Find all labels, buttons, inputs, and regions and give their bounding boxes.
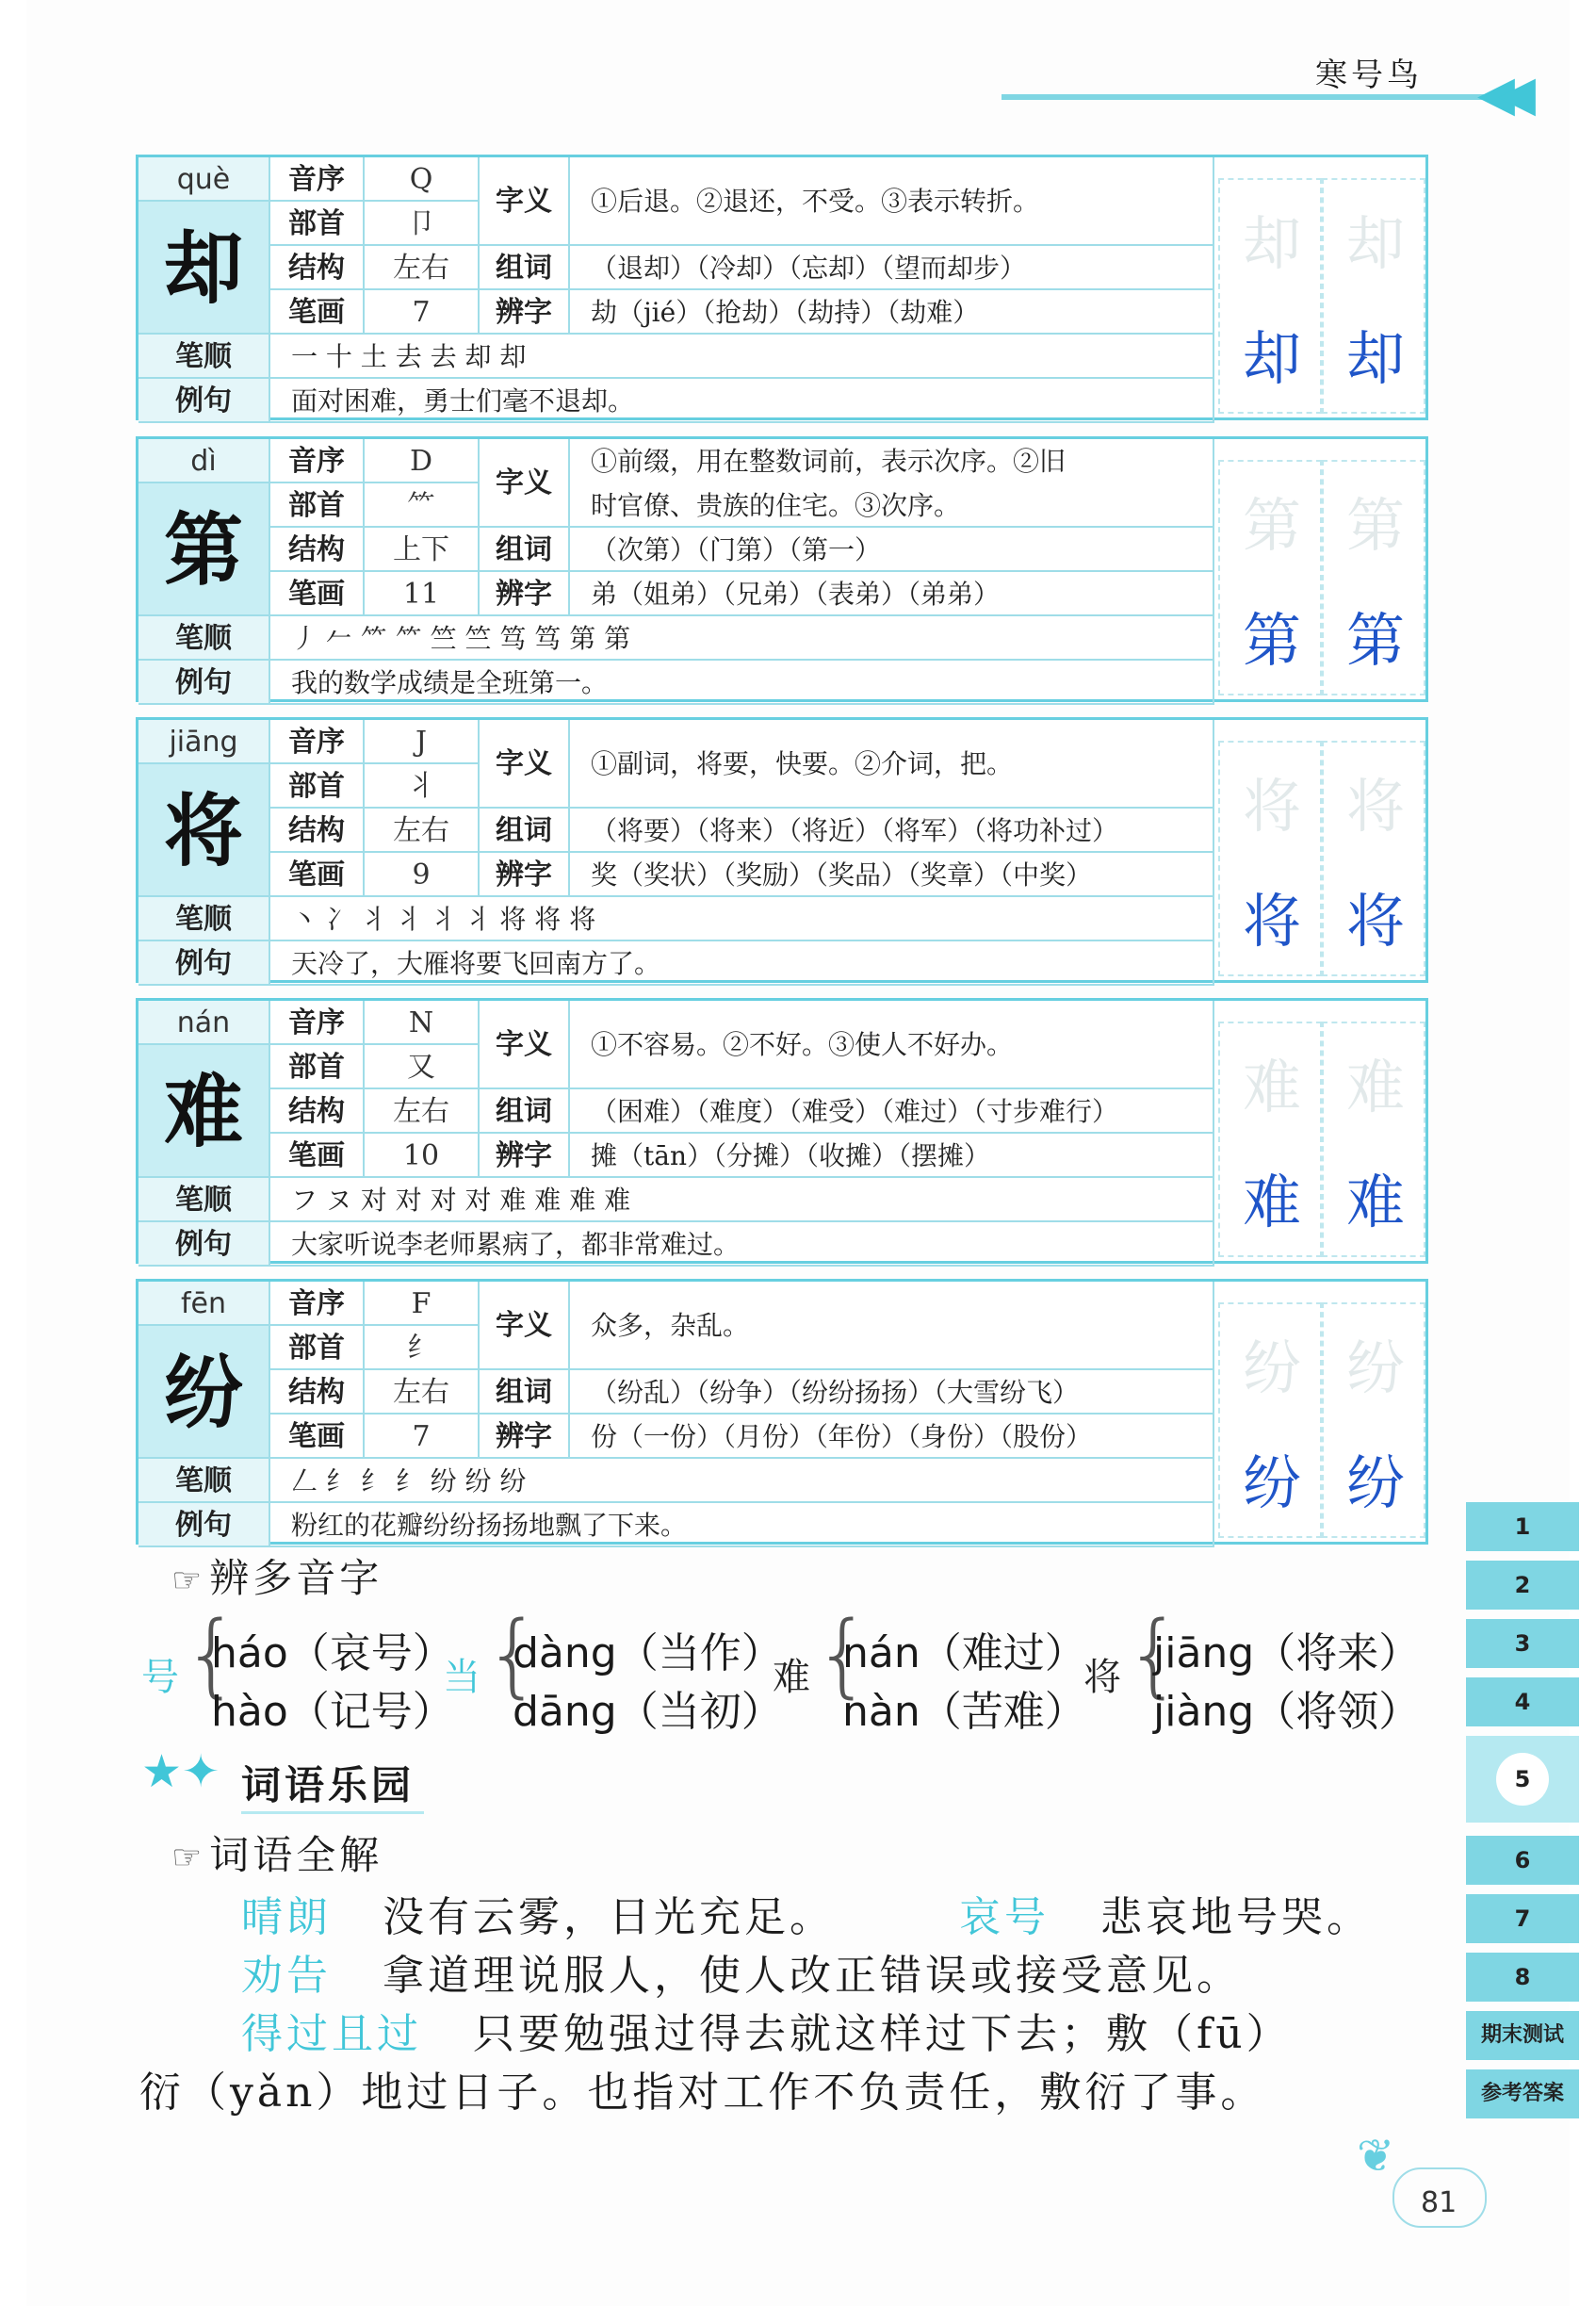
model-character: 第 bbox=[1242, 606, 1301, 675]
bihua-value: 7 bbox=[365, 1415, 480, 1459]
brace-symbol: { bbox=[183, 1602, 241, 1708]
label-yinxu: 音序 bbox=[270, 1282, 365, 1326]
label-zuci: 组词 bbox=[480, 1089, 570, 1134]
chapter-tab[interactable] bbox=[1466, 1894, 1579, 1943]
yinxu-value: D bbox=[365, 439, 480, 483]
label-yinxu: 音序 bbox=[270, 157, 365, 202]
big-character: 却 bbox=[138, 202, 270, 335]
label-bianzi: 辨字 bbox=[480, 290, 570, 335]
tracing-character: 第 bbox=[1345, 491, 1405, 560]
bishun-text: 丿 𠂉 ⺮ ⺮ 竺 竺 笃 笃 第 第 bbox=[270, 616, 1214, 661]
gloss-continuation: 衍（yǎn）地过日子。也指对工作不负责任，敷衍了事。 bbox=[139, 2069, 1266, 2117]
pinyin: dì bbox=[138, 439, 270, 483]
double-arrow-icon: ◀◀ bbox=[1477, 66, 1519, 123]
bushou-value: 纟 bbox=[365, 1326, 480, 1370]
zuci-text: （纷乱）（纷争）（纷纷扬扬）（大雪纷飞） bbox=[570, 1370, 1214, 1415]
pinyin: nán bbox=[138, 1001, 270, 1045]
polyphone-reading: jiāng（将来） bbox=[1153, 1629, 1421, 1677]
chapter-tab[interactable] bbox=[1466, 2069, 1579, 2118]
ziyi-text bbox=[570, 1282, 1214, 1370]
gloss-term: 哀号 bbox=[959, 1893, 1050, 1941]
tracing-character: 难 bbox=[1345, 1053, 1405, 1121]
polyphone-reading: dāng（当初） bbox=[513, 1688, 783, 1736]
bushou-value: 丬 bbox=[365, 764, 480, 809]
tab-label: 4 bbox=[1514, 1689, 1531, 1715]
bishun-text: フ ヌ 对 对 对 对 难 难 难 难 bbox=[270, 1178, 1214, 1222]
polyphone-char: 难 bbox=[773, 1656, 810, 1699]
practice-box[interactable] bbox=[1218, 178, 1322, 414]
chapter-tab[interactable] bbox=[1466, 1736, 1579, 1823]
gloss-def: 只要勉强过得去就这样过下去；敷（fū） bbox=[472, 2010, 1292, 2058]
label-ziyi: 字义 bbox=[480, 720, 570, 809]
ziyi-line: ①前缀，用在整数词前，表示次序。②旧 bbox=[591, 446, 1067, 477]
practice-grid bbox=[1218, 1302, 1425, 1540]
polyphone-title: 辨多音字 bbox=[209, 1555, 383, 1601]
polyphone-reading: dàng（当作） bbox=[513, 1629, 783, 1677]
practice-box[interactable] bbox=[1218, 1302, 1322, 1538]
polyphone-reading: hào（记号） bbox=[211, 1688, 454, 1736]
polyphone-reading: nán（难过） bbox=[842, 1629, 1086, 1677]
tab-label: 期末测试 bbox=[1480, 2023, 1564, 2047]
label-liju: 例句 bbox=[138, 661, 270, 705]
yinxu-value: F bbox=[365, 1282, 480, 1326]
tab-label: 6 bbox=[1514, 1847, 1531, 1873]
yinxu-value: Q bbox=[365, 157, 480, 202]
tracing-character: 纷 bbox=[1345, 1333, 1405, 1402]
practice-box[interactable] bbox=[1322, 1302, 1425, 1538]
bianzi-text: 弟（姐弟）（兄弟）（表弟）（弟弟） bbox=[570, 572, 1214, 616]
label-bihua: 笔画 bbox=[270, 853, 365, 897]
ziyi-line: ①不容易。②不好。③使人不好办。 bbox=[591, 1029, 1014, 1060]
character-card bbox=[136, 717, 1428, 983]
character-card bbox=[136, 1279, 1428, 1545]
label-jiegou: 结构 bbox=[270, 528, 365, 572]
label-bihua: 笔画 bbox=[270, 1134, 365, 1178]
jiegou-value: 左右 bbox=[365, 1370, 480, 1415]
label-bianzi: 辨字 bbox=[480, 1415, 570, 1459]
label-zuci: 组词 bbox=[480, 528, 570, 572]
label-liju: 例句 bbox=[138, 1503, 270, 1547]
gloss-term: 得过且过 bbox=[241, 2010, 422, 2058]
header-rule bbox=[1002, 94, 1491, 100]
brace-symbol: { bbox=[814, 1602, 872, 1708]
chapter-tab[interactable] bbox=[1466, 2011, 1579, 2060]
liju-text: 大家听说李老师累病了，都非常难过。 bbox=[270, 1222, 1214, 1267]
tab-label: 3 bbox=[1514, 1630, 1531, 1657]
label-jiegou: 结构 bbox=[270, 809, 365, 853]
polyphone-heading bbox=[171, 1547, 383, 1604]
model-character: 第 bbox=[1345, 606, 1405, 675]
label-ziyi: 字义 bbox=[480, 157, 570, 246]
practice-box[interactable] bbox=[1218, 1022, 1322, 1257]
vocab-sub-title: 词语全解 bbox=[209, 1832, 383, 1878]
gloss-item bbox=[241, 1941, 1242, 2002]
label-zuci: 组词 bbox=[480, 809, 570, 853]
gloss-item bbox=[241, 2000, 1292, 2060]
label-ziyi: 字义 bbox=[480, 1001, 570, 1089]
label-bushou: 部首 bbox=[270, 764, 365, 809]
model-character: 将 bbox=[1345, 887, 1405, 956]
pointing-hand-icon: ☞ bbox=[171, 1562, 206, 1600]
model-character: 难 bbox=[1242, 1168, 1301, 1236]
label-zuci: 组词 bbox=[480, 246, 570, 290]
label-jiegou: 结构 bbox=[270, 1370, 365, 1415]
model-character: 却 bbox=[1345, 324, 1405, 393]
character-card bbox=[136, 998, 1428, 1264]
vocab-sub-heading bbox=[171, 1824, 383, 1881]
label-bianzi: 辨字 bbox=[480, 1134, 570, 1178]
chapter-tab[interactable] bbox=[1466, 1953, 1579, 2002]
label-liju: 例句 bbox=[138, 379, 270, 423]
tracing-character: 却 bbox=[1242, 209, 1301, 278]
label-bianzi: 辨字 bbox=[480, 853, 570, 897]
polyphone-reading: jiàng（将领） bbox=[1153, 1688, 1421, 1736]
label-bushou: 部首 bbox=[270, 1045, 365, 1089]
label-yinxu: 音序 bbox=[270, 439, 365, 483]
label-bishun: 笔顺 bbox=[138, 1459, 270, 1503]
tracing-character: 将 bbox=[1345, 772, 1405, 841]
practice-box[interactable] bbox=[1322, 1022, 1425, 1257]
practice-box[interactable] bbox=[1322, 178, 1425, 414]
label-ziyi: 字义 bbox=[480, 439, 570, 528]
bianzi-text: 奖（奖状）（奖励）（奖品）（奖章）（中奖） bbox=[570, 853, 1214, 897]
gloss-def: 悲哀地号哭。 bbox=[1099, 1893, 1372, 1941]
ziyi-line: 众多，杂乱。 bbox=[591, 1310, 750, 1341]
bianzi-text: 摊（tān）（分摊）（收摊）（摆摊） bbox=[570, 1134, 1214, 1178]
gloss-term: 晴朗 bbox=[241, 1893, 332, 1941]
label-zuci: 组词 bbox=[480, 1370, 570, 1415]
polyphone-reading: háo（哀号） bbox=[211, 1629, 454, 1677]
big-character: 第 bbox=[138, 483, 270, 616]
tracing-character: 难 bbox=[1242, 1053, 1301, 1121]
bihua-value: 7 bbox=[365, 290, 480, 335]
model-character: 纷 bbox=[1242, 1448, 1301, 1517]
gloss-item bbox=[959, 1883, 1372, 1943]
pointing-hand-icon: ☞ bbox=[171, 1839, 206, 1877]
label-bishun: 笔顺 bbox=[138, 897, 270, 941]
label-bushou: 部首 bbox=[270, 1326, 365, 1370]
practice-grid bbox=[1218, 741, 1425, 978]
star-icon: ★✦ bbox=[141, 1745, 220, 1798]
liju-text: 面对困难，勇士们毫不退却。 bbox=[270, 379, 1214, 423]
label-jiegou: 结构 bbox=[270, 246, 365, 290]
model-character: 难 bbox=[1345, 1168, 1405, 1236]
label-yinxu: 音序 bbox=[270, 720, 365, 764]
gloss-item bbox=[241, 1883, 835, 1943]
label-bushou: 部首 bbox=[270, 483, 365, 528]
bishun-text: 丶 冫 丬 丬 丬 丬 将 将 将 bbox=[270, 897, 1214, 941]
tab-label: 2 bbox=[1514, 1572, 1531, 1598]
jiegou-value: 左右 bbox=[365, 246, 480, 290]
chapter-tab[interactable] bbox=[1466, 1502, 1579, 1551]
jiegou-value: 左右 bbox=[365, 809, 480, 853]
label-bihua: 笔画 bbox=[270, 290, 365, 335]
bishun-text: 𠃋 纟 纟 纟 纷 纷 纷 bbox=[270, 1459, 1214, 1503]
label-bishun: 笔顺 bbox=[138, 335, 270, 379]
tab-label: 8 bbox=[1514, 1964, 1531, 1990]
brace-symbol: { bbox=[1125, 1602, 1183, 1708]
label-jiegou: 结构 bbox=[270, 1089, 365, 1134]
gloss-term: 劝告 bbox=[241, 1952, 332, 2000]
polyphone-char: 号 bbox=[141, 1656, 179, 1699]
pinyin: jiāng bbox=[138, 720, 270, 764]
tab-label: 7 bbox=[1514, 1905, 1531, 1932]
practice-box[interactable] bbox=[1322, 460, 1425, 695]
tab-label: 5 bbox=[1496, 1753, 1549, 1806]
label-bishun: 笔顺 bbox=[138, 1178, 270, 1222]
label-bishun: 笔顺 bbox=[138, 616, 270, 661]
zuci-text: （困难）（难度）（难受）（难过）（寸步难行） bbox=[570, 1089, 1214, 1134]
practice-box[interactable] bbox=[1218, 460, 1322, 695]
chapter-tab[interactable] bbox=[1466, 1836, 1579, 1885]
tracing-character: 纷 bbox=[1242, 1333, 1301, 1402]
practice-box[interactable] bbox=[1218, 741, 1322, 976]
ziyi-text bbox=[570, 1001, 1214, 1089]
pinyin: què bbox=[138, 157, 270, 202]
zuci-text: （次第）（门第）（第一） bbox=[570, 528, 1214, 572]
big-character: 纷 bbox=[138, 1326, 270, 1459]
polyphone-char: 当 bbox=[443, 1656, 480, 1699]
brace-symbol: { bbox=[484, 1602, 543, 1708]
label-bihua: 笔画 bbox=[270, 572, 365, 616]
bihua-value: 10 bbox=[365, 1134, 480, 1178]
model-character: 纷 bbox=[1345, 1448, 1405, 1517]
character-card bbox=[136, 155, 1428, 420]
ziyi-line: ①后退。②退还，不受。③表示转折。 bbox=[591, 186, 1040, 217]
label-liju: 例句 bbox=[138, 1222, 270, 1267]
liju-text: 我的数学成绩是全班第一。 bbox=[270, 661, 1214, 705]
ziyi-line: 时官僚、贵族的住宅。③次序。 bbox=[591, 490, 961, 521]
label-liju: 例句 bbox=[138, 941, 270, 986]
bushou-value: ⺮ bbox=[365, 483, 480, 528]
character-card bbox=[136, 436, 1428, 702]
chapter-tab[interactable] bbox=[1466, 1677, 1579, 1726]
bushou-value: 卩 bbox=[365, 202, 480, 246]
tracing-character: 第 bbox=[1242, 491, 1301, 560]
chapter-tab[interactable] bbox=[1466, 1619, 1579, 1668]
practice-box[interactable] bbox=[1322, 741, 1425, 976]
label-bihua: 笔画 bbox=[270, 1415, 365, 1459]
tracing-character: 却 bbox=[1345, 209, 1405, 278]
model-character: 却 bbox=[1242, 324, 1301, 393]
bihua-value: 9 bbox=[365, 853, 480, 897]
bushou-value: 又 bbox=[365, 1045, 480, 1089]
liju-text: 天冷了，大雁将要飞回南方了。 bbox=[270, 941, 1214, 986]
model-character: 将 bbox=[1242, 887, 1301, 956]
label-ziyi: 字义 bbox=[480, 1282, 570, 1370]
label-bushou: 部首 bbox=[270, 202, 365, 246]
polyphone-char: 将 bbox=[1083, 1656, 1121, 1699]
vocab-section-title: 词语乐园 bbox=[241, 1755, 424, 1814]
polyphone-reading: nàn（苦难） bbox=[842, 1688, 1086, 1736]
tab-label: 参考答案 bbox=[1480, 2082, 1564, 2105]
tracing-character: 将 bbox=[1242, 772, 1301, 841]
ziyi-line: ①副词，将要，快要。②介词，把。 bbox=[591, 748, 1014, 779]
bihua-value: 11 bbox=[365, 572, 480, 616]
bianzi-text: 劫（jié）（抢劫）（劫持）（劫难） bbox=[570, 290, 1214, 335]
zuci-text: （退却）（冷却）（忘却）（望而却步） bbox=[570, 246, 1214, 290]
big-character: 难 bbox=[138, 1045, 270, 1178]
bianzi-text: 份（一份）（月份）（年份）（身份）（股份） bbox=[570, 1415, 1214, 1459]
chapter-tab[interactable] bbox=[1466, 1561, 1579, 1610]
big-character: 将 bbox=[138, 764, 270, 897]
tab-label: 1 bbox=[1514, 1513, 1531, 1540]
label-yinxu: 音序 bbox=[270, 1001, 365, 1045]
practice-grid bbox=[1218, 460, 1425, 697]
label-bianzi: 辨字 bbox=[480, 572, 570, 616]
lesson-title: 寒号鸟 bbox=[1315, 57, 1423, 94]
practice-grid bbox=[1218, 1022, 1425, 1259]
practice-grid bbox=[1218, 178, 1425, 416]
liju-text: 粉红的花瓣纷纷扬扬地飘了下来。 bbox=[270, 1503, 1214, 1547]
ziyi-text bbox=[570, 439, 1214, 528]
gloss-def: 拿道理说服人，使人改正错误或接受意见。 bbox=[382, 1952, 1242, 2000]
gloss-def: 没有云雾，日光充足。 bbox=[382, 1893, 835, 1941]
pinyin: fēn bbox=[138, 1282, 270, 1326]
page-number: 81 bbox=[1421, 2186, 1458, 2219]
yinxu-value: N bbox=[365, 1001, 480, 1045]
zuci-text: （将要）（将来）（将近）（将军）（将功补过） bbox=[570, 809, 1214, 853]
ziyi-text bbox=[570, 157, 1214, 246]
bishun-text: 一 十 土 去 去 却 却 bbox=[270, 335, 1214, 379]
jiegou-value: 左右 bbox=[365, 1089, 480, 1134]
ziyi-text bbox=[570, 720, 1214, 809]
jiegou-value: 上下 bbox=[365, 528, 480, 572]
butterfly-icon: ❦ bbox=[1357, 2130, 1395, 2183]
yinxu-value: J bbox=[365, 720, 480, 764]
